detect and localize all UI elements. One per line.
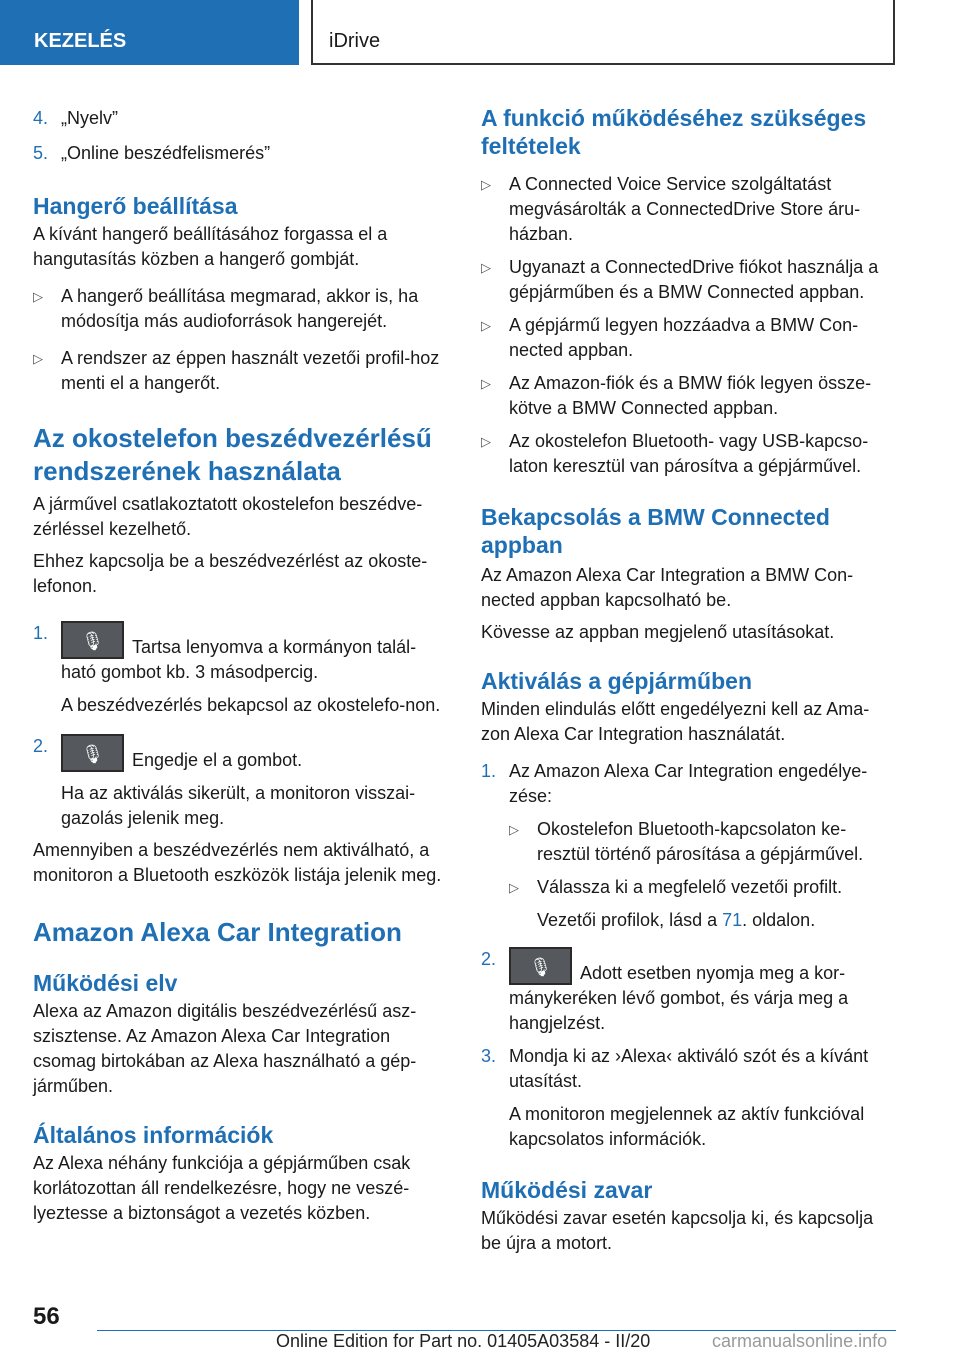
triangle-right-icon: ▷: [481, 177, 491, 192]
bullet-item: ▷ A gépjármű legyen hozzáadva a BMW Con-nected appban.: [481, 315, 859, 360]
requirements-heading: A funkció működéséhez szükséges feltételek: [481, 105, 867, 159]
microphone-icon: 🎙: [529, 957, 552, 977]
triangle-right-icon: ▷: [509, 822, 519, 837]
step-result: A monitoron megjelennek az aktív funkcióval kapcsolatos információk.: [509, 1104, 865, 1149]
paragraph: A járművel csatlakoztatott okostelefon beszédve-zérléssel kezelhető.: [33, 494, 423, 539]
section-tab: KEZELÉS: [0, 0, 299, 65]
bullet-item: ▷ A Connected Voice Service szolgáltatást megvásárolták a ConnectedDrive Store áru-házban.: [481, 174, 861, 244]
cross-reference: Vezetői profilok, lásd a 71. oldalon.: [537, 910, 816, 930]
triangle-right-icon: ▷: [33, 351, 43, 366]
enable-heading: Bekapcsolás a BMW Connected appban: [481, 504, 830, 558]
microphone-icon: 🎙: [81, 631, 104, 651]
triangle-right-icon: ▷: [481, 318, 491, 333]
bullet-item: ▷ Ugyanazt a ConnectedDrive fiókot használja a gépjárműben és a BMW Connected appban.: [481, 257, 879, 302]
list-item: 4. „Nyelv”: [33, 108, 118, 128]
page-link[interactable]: 71: [722, 910, 743, 930]
voice-button-image: [509, 947, 572, 985]
microphone-icon: 🎙: [81, 744, 104, 764]
triangle-right-icon: ▷: [481, 260, 491, 275]
principle-heading: Működési elv: [33, 970, 178, 996]
smartphone-heading: Az okostelefon beszédvezérlésű rendszerének használata: [33, 423, 432, 486]
bullet-item: ▷ Az okostelefon Bluetooth- vagy USB-kapcso-laton keresztül van párosítva a gépjárművel.: [481, 431, 869, 476]
paragraph: Az Alexa néhány funkciója a gépjárműben csak korlátozottan áll rendelkezésre, hogy ne veszé-lyeztesse a biztonságot a vezetés közben.: [33, 1153, 411, 1223]
step-result: Ha az aktiválás sikerült, a monitoron visszai-gazolás jelenik meg.: [61, 783, 416, 828]
voice-button-image: [61, 734, 124, 772]
list-item: 5. „Online beszédfelismerés”: [33, 143, 271, 163]
bullet-item: ▷ Okostelefon Bluetooth-kapcsolaton ke-resztül történő párosítása a gépjárművel.: [509, 819, 864, 864]
watermark: carmanualsonline.info: [712, 1331, 888, 1351]
chapter-title: iDrive: [311, 0, 895, 65]
general-heading: Általános információk: [33, 1122, 274, 1148]
paragraph: Minden elindulás előtt engedélyezni kell az Ama-zon Alexa Car Integration használatát.: [481, 699, 870, 744]
edition-footer: Online Edition for Part no. 01405A03584 - II/20: [276, 1331, 651, 1351]
paragraph: Amennyiben a beszédvezérlés nem aktiválható, a monitoron a Bluetooth eszközök listája jelenik meg.: [33, 840, 442, 885]
triangle-right-icon: ▷: [481, 376, 491, 391]
paragraph: Alexa az Amazon digitális beszédvezérlésű asz-szisztense. Az Amazon Alexa Car Integration csomag birtokában az Alexa használható a gép-járműben.: [33, 1001, 417, 1096]
paragraph: Kövesse az appban megjelenő utasításokat.: [481, 622, 835, 642]
bullet-item: ▷ A rendszer az éppen használt vezetői profil-hoz menti el a hangerőt.: [33, 348, 440, 393]
bullet-item: ▷ Válassza ki a megfelelő vezetői profilt.: [509, 875, 896, 900]
activate-heading: Aktiválás a gépjárműben: [481, 668, 752, 694]
fault-heading: Működési zavar: [481, 1177, 653, 1203]
paragraph: Az Amazon Alexa Car Integration a BMW Con-nected appban kapcsolható be.: [481, 565, 854, 610]
voice-button-image: [61, 621, 124, 659]
right-column: [481, 100, 896, 1256]
step-item: 1. 🎙 Tartsa lenyomva a kormányon talál-ható gombot kb. 3 másodpercig.: [33, 623, 417, 682]
alexa-heading: Amazon Alexa Car Integration: [33, 917, 402, 947]
step-item: 1. Az Amazon Alexa Car Integration engedélye-zése:: [481, 761, 868, 806]
triangle-right-icon: ▷: [509, 880, 519, 895]
volume-text: A kívánt hangerő beállításához forgassa el a hangutasítás közben a hangerő gombját.: [33, 224, 388, 269]
step-item: 2. 🎙 Engedje el a gombot.: [33, 736, 303, 770]
triangle-right-icon: ▷: [33, 289, 43, 304]
volume-heading: Hangerő beállítása: [33, 193, 238, 219]
left-column: [33, 100, 448, 1226]
step-result: A beszédvezérlés bekapcsol az okostelefo-non.: [61, 695, 441, 715]
step-item: 2. 🎙 Adott esetben nyomja meg a kor-mánykeréken lévő gombot, és várja meg a hangjelzést.: [481, 949, 849, 1033]
paragraph: Ehhez kapcsolja be a beszédvezérlést az okoste-lefonon.: [33, 551, 428, 596]
bullet-item: ▷ Az Amazon-fiók és a BMW fiók legyen össze-kötve a BMW Connected appban.: [481, 373, 872, 418]
paragraph: Működési zavar esetén kapcsolja ki, és kapcsolja be újra a motort.: [481, 1208, 874, 1253]
step-item: 3. Mondja ki az ›Alexa‹ aktiváló szót és a kívánt utasítást.: [481, 1046, 869, 1091]
bullet-item: ▷ A hangerő beállítása megmarad, akkor is, ha módosítja más audioforrások hangerejét.: [33, 286, 419, 331]
page-number: 56: [33, 1303, 60, 1330]
triangle-right-icon: ▷: [481, 434, 491, 449]
